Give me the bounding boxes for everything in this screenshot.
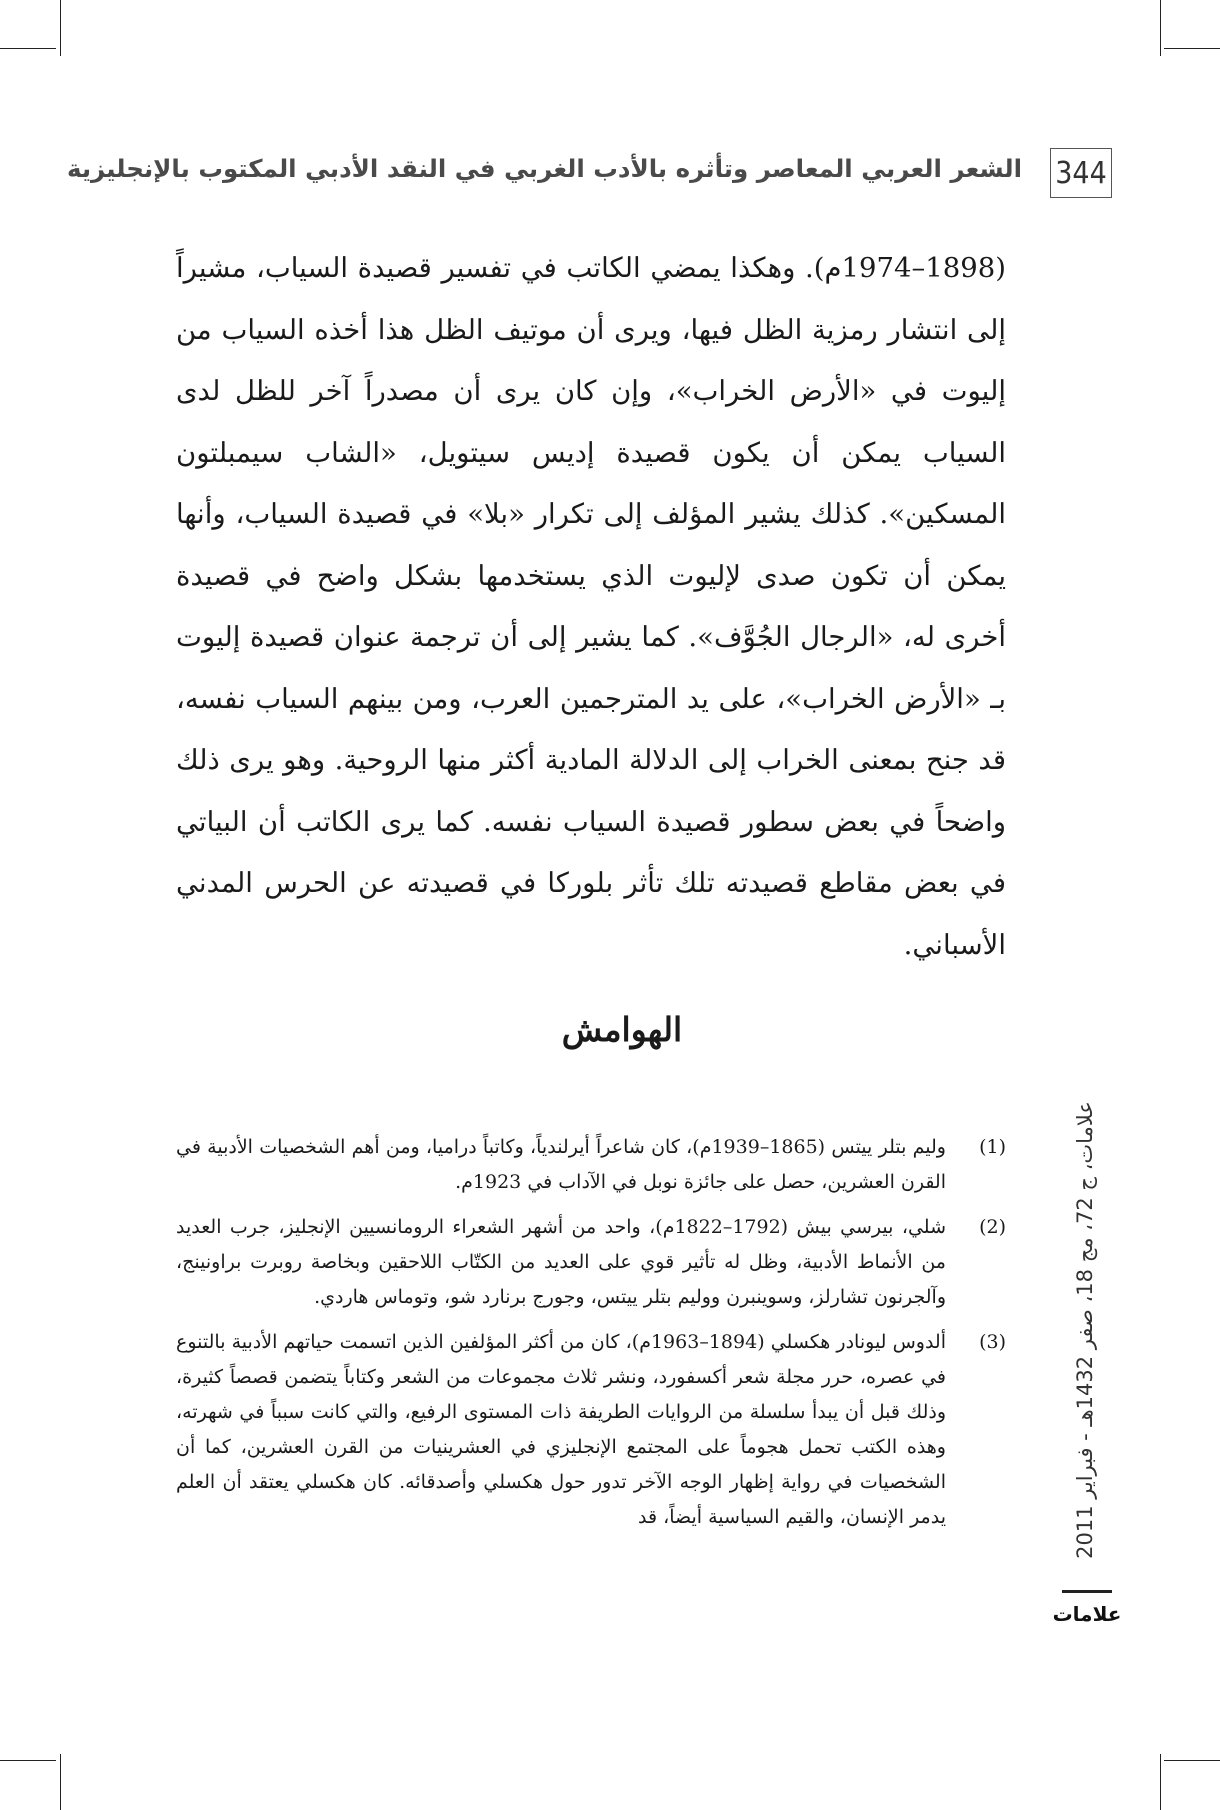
footnote-item bbox=[176, 1325, 1006, 1535]
footnote-number: (3) bbox=[979, 1331, 1006, 1353]
footnote-text: شلي، بيرسي بيش (1792–1822م)، واحد من أشهر الشعراء الرومانسيين الإنجليز، جرب العديد من الأنماط الأدبية، وظل له تأثير قوي على العديد من الكتّاب اللاحقين وبخاصة روبرت براونينج، وآلجرنون تشارلز، وسوينبرن ووليم بتلر ييتس، وجورج برنارد شو، وتوماس هاردي. bbox=[176, 1216, 946, 1308]
crop-mark bbox=[60, 0, 61, 56]
page-header bbox=[67, 148, 1112, 202]
crop-mark bbox=[0, 1760, 56, 1761]
crop-mark bbox=[60, 1754, 61, 1810]
footnote-number: (1) bbox=[979, 1136, 1006, 1158]
footnote-text: ألدوس ليونادر هكسلي (1894–1963م)، كان من أكثر المؤلفين الذين اتسمت حياتهم الأدبية بالتنوع في عصره، حرر مجلة شعر أكسفورد، ونشر ثلاث مجموعات من الشعر وكتاباً يتضمن قصصاً كثيرة، وذلك قبل أن يبدأ سلسلة من الروايات الطريفة ذات المستوى الرفيع، والتي كانت سبباً في شهرته، وهذه الكتب تحمل هجوماً على المجتمع الإنجليزي في العشرينيات من القرن العشرين، كما أن الشخصيات في رواية إظهار الوجه الآخر تدور حول هكسلي وأصدقائه. كان هكسلي يعتقد أن العلم يدمر الإنسان، والقيم السياسية أيضاً، قد bbox=[176, 1331, 946, 1528]
body-text bbox=[176, 238, 1006, 976]
journal-logo: علامات bbox=[1062, 1590, 1112, 1635]
footnote-number: (2) bbox=[979, 1216, 1006, 1238]
crop-mark bbox=[1160, 1754, 1161, 1810]
crop-mark bbox=[1164, 48, 1220, 49]
footnotes bbox=[176, 1130, 1006, 1545]
footnote-item bbox=[176, 1210, 1006, 1315]
crop-mark bbox=[1164, 1760, 1220, 1761]
footnote-text: وليم بتلر ييتس (1865–1939م)، كان شاعراً أيرلندياً، وكاتباً دراميا، ومن أهم الشخصيات الأدبية في القرن العشرين، حصل على جائزة نوبل في الآداب في 1923م. bbox=[176, 1136, 946, 1193]
body-paragraph: (1898–1974م). وهكذا يمضي الكاتب في تفسير قصيدة السياب، مشيراً إلى انتشار رمزية الظل فيها، ويرى أن موتيف الظل هذا أخذه السياب من إليوت في «الأرض الخراب»، وإن كان يرى أن مصدراً آخر للظل لدى السياب يمكن أن يكون قصيدة إديس سيتويل، «الشاب سيمبلتون المسكين». كذلك يشير المؤلف إلى تكرار «بلا» في قصيدة السياب، وأنها يمكن أن تكون صدى لإليوت الذي يستخدمها بشكل واضح في قصيدة أخرى له، «الرجال الجُوَّف». كما يشير إلى أن ترجمة عنوان قصيدة إليوت بـ «الأرض الخراب»، على يد المترجمين العرب، ومن بينهم السياب نفسه، قد جنح بمعنى الخراب إلى الدلالة المادية أكثر منها الروحية. وهو يرى ذلك واضحاً في بعض سطور قصيدة السياب نفسه. كما يرى الكاتب أن البياتي في بعض مقاطع قصيدته تلك تأثر بلوركا في قصيدته عن الحرس المدني الأسباني. bbox=[176, 252, 1006, 961]
footnote-item bbox=[176, 1130, 1006, 1200]
page-number: 344 bbox=[1050, 148, 1112, 198]
journal-issue-info: علامات، ج 72، مج 18، صفر 1432هـ - فبراير 2011 bbox=[1073, 1101, 1097, 1559]
crop-mark bbox=[0, 48, 56, 49]
running-title: الشعر العربي المعاصر وتأثره بالأدب الغربي في النقد الأدبي المكتوب بالإنجليزية bbox=[67, 154, 1022, 183]
section-heading: الهوامش bbox=[561, 1010, 683, 1049]
journal-side-strip bbox=[1060, 1040, 1110, 1620]
crop-mark bbox=[1160, 0, 1161, 56]
